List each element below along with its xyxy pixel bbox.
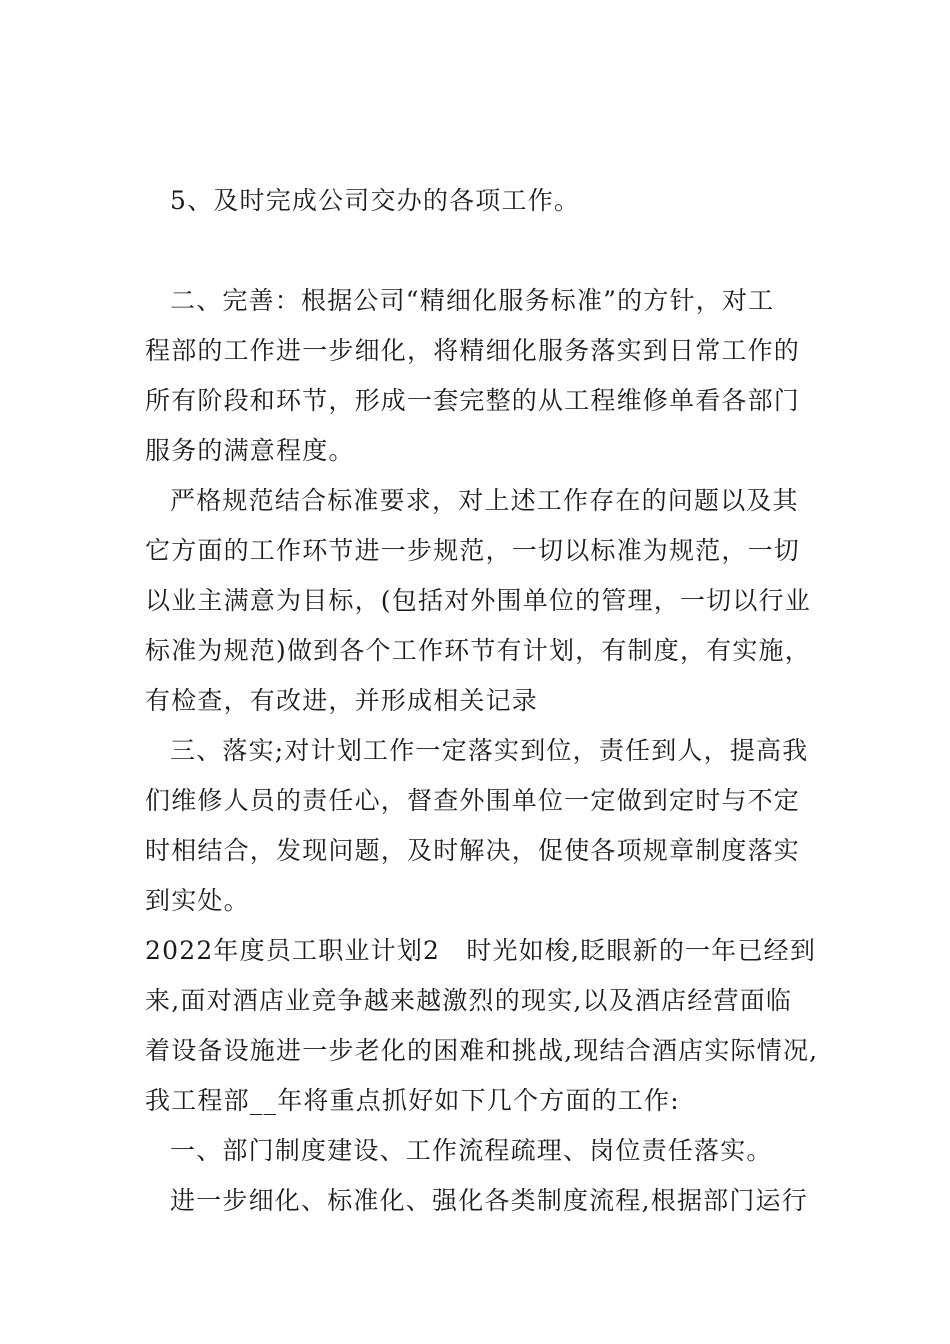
text-line: 标准为规范)做到各个工作环节有计划，有制度，有实施， bbox=[145, 636, 811, 665]
text-line: 们维修人员的责任心，督查外围单位一定做到定时与不定 bbox=[145, 786, 801, 815]
text-line: 有检查，有改进，并形成相关记录 bbox=[145, 686, 539, 715]
text-line: 一、部门制度建设、工作流程疏理、岗位责任落实。 bbox=[170, 1136, 773, 1165]
text-line: 时相结合，发现问题，及时解决，促使各项规章制度落实 bbox=[145, 836, 801, 865]
text-line: 来,面对酒店业竞争越来越激烈的现实,以及酒店经营面临 bbox=[145, 986, 793, 1015]
text-line: 二、完善：根据公司“精细化服务标准”的方针，对工 bbox=[170, 286, 775, 315]
text-line: 程部的工作进一步细化，将精细化服务落实到日常工作的 bbox=[145, 336, 801, 365]
text-line: 5、及时完成公司交办的各项工作。 bbox=[170, 186, 581, 215]
text-line: 服务的满意程度。 bbox=[145, 436, 355, 465]
text-line: 我工程部__年将重点抓好如下几个方面的工作: bbox=[145, 1086, 680, 1115]
text-line: 严格规范结合标准要求，对上述工作存在的问题以及其 bbox=[170, 486, 799, 515]
text-line: 着设备设施进一步老化的困难和挑战,现结合酒店实际情况, bbox=[145, 1036, 819, 1065]
text-line: 进一步细化、标准化、强化各类制度流程,根据部门运行 bbox=[170, 1186, 808, 1215]
text-line: 三、落实;对计划工作一定落实到位，责任到人，提高我 bbox=[170, 736, 809, 765]
text-line: 以业主满意为目标，(包括对外围单位的管理，一切以行业 bbox=[145, 586, 811, 615]
text-line: 到实处。 bbox=[145, 886, 250, 915]
text-line: 所有阶段和环节，形成一套完整的从工程维修单看各部门 bbox=[145, 386, 801, 415]
text-line: 2022年度员工职业计划2 时光如梭,眨眼新的一年已经到 bbox=[145, 936, 817, 965]
text-line: 它方面的工作环节进一步规范，一切以标准为规范，一切 bbox=[145, 536, 801, 565]
